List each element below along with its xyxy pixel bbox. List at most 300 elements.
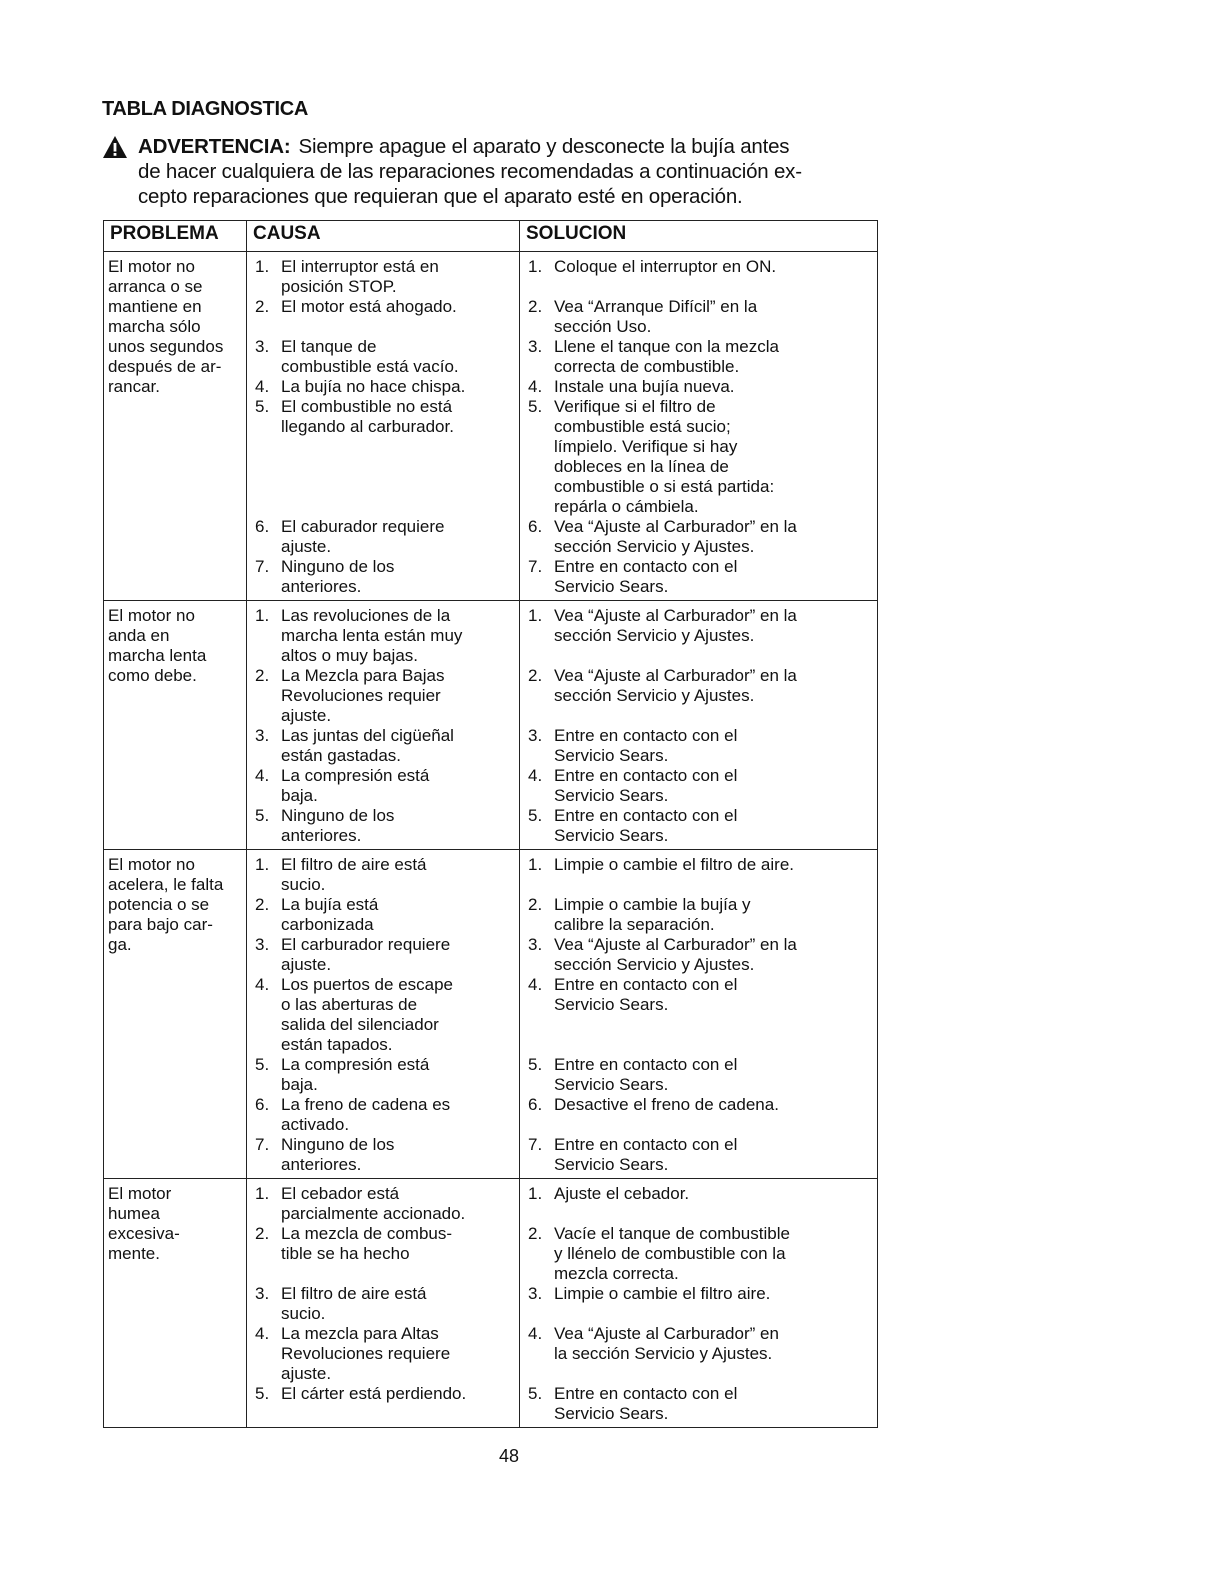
item-number: 2. [528,895,543,914]
item-line: y llénelo de combustible con la [554,1244,786,1263]
item-line: La mezcla para Altas [281,1324,439,1343]
item-line: calibre la separación. [554,915,715,934]
item-number: 4. [528,1324,543,1343]
cause-item [251,935,515,975]
item-line: Ninguno de los [281,557,395,576]
item-line: El tanque de [281,337,377,356]
cause-list [251,606,515,846]
problem-line: excesiva- [108,1224,180,1243]
diagnostic-table [103,220,878,1428]
item-text [281,1055,515,1095]
cause-cell [247,850,520,1179]
item-line: Limpie o cambie el filtro aire. [554,1284,771,1303]
item-line [281,497,515,517]
cause-item [251,377,515,397]
item-line: ajuste. [281,706,332,725]
item-line: Servicio Sears. [554,786,669,805]
item-line: están tapados. [281,1035,393,1054]
solution-cell [520,252,878,601]
solution-item [524,297,873,337]
item-line: baja. [281,1075,318,1094]
item-number: 6. [528,1095,543,1114]
cause-item [251,606,515,666]
item-line: Vea “Ajuste al Carburador” en la [554,666,797,685]
item-number: 4. [255,766,270,785]
item-line [554,1115,873,1135]
item-line: Entre en contacto con el [554,766,738,785]
item-number: 4. [528,377,543,396]
item-line: Ninguno de los [281,806,395,825]
item-line: Servicio Sears. [554,1075,669,1094]
item-number: 4. [255,377,270,396]
item-line: La bujía no hace chispa. [281,377,466,396]
item-line: Vacíe el tanque de combustible [554,1224,790,1243]
item-text [554,517,873,557]
item-line: Ninguno de los [281,1135,395,1154]
item-text [281,377,515,397]
item-number: 5. [528,1384,543,1403]
item-line: El filtro de aire está [281,855,427,874]
page-title: TABLA DIAGNOSTICA [102,98,308,120]
item-line: Entre en contacto con el [554,975,738,994]
item-number: 5. [528,1055,543,1074]
item-line: Vea “Arranque Difícil” en la [554,297,758,316]
solution-item [524,337,873,377]
cause-cell [247,252,520,601]
item-line: Llene el tanque con la mezcla [554,337,779,356]
item-text [281,606,515,666]
item-line: altos o muy bajas. [281,646,419,665]
item-text [281,1324,515,1384]
item-line: Revoluciones requiere [281,1344,451,1363]
item-number: 5. [528,397,543,416]
item-line: La compresión está [281,1055,430,1074]
table-body [104,252,878,1428]
item-text [554,935,873,975]
item-number: 1. [255,257,270,276]
item-line: Coloque el interruptor en ON. [554,257,777,276]
cause-item [251,806,515,846]
solution-item [524,666,873,726]
problem-line: como debe. [108,666,197,685]
item-text [554,726,873,766]
item-line: ajuste. [281,1364,332,1383]
item-line: combustible o si está partida: [554,477,775,496]
problem-line: humea [108,1204,160,1223]
warning-line: de hacer cualquiera de las reparaciones recomendadas a continuación ex- [138,160,802,183]
item-number: 4. [528,766,543,785]
item-line [554,1204,873,1224]
item-line: parcialmente accionado. [281,1204,466,1223]
cause-item [251,1224,515,1284]
item-line: salida del silenciador [281,1015,439,1034]
item-line: Desactive el freno de cadena. [554,1095,779,1114]
item-line: Instale una bujía nueva. [554,377,735,396]
item-number: 3. [255,726,270,745]
warning-line: Siempre apague el aparato y desconecte la bujía antes [298,135,790,158]
table-row [104,850,878,1179]
item-line: Vea “Ajuste al Carburador” en la [554,517,797,536]
item-number: 3. [255,935,270,954]
header-causa: CAUSA [247,221,520,252]
solution-item [524,517,873,557]
cause-item [251,726,515,766]
item-text [281,297,515,337]
warning-line: cepto reparaciones que requieran que el aparato esté en operación. [138,185,743,208]
item-line [554,1015,873,1035]
cause-list [251,1184,515,1424]
item-number: 3. [255,1284,270,1303]
solution-item [524,1284,873,1324]
problem-line: para bajo car- [108,915,213,934]
item-line: Entre en contacto con el [554,1135,738,1154]
item-text [281,855,515,895]
item-line: Servicio Sears. [554,746,669,765]
table-header-row [104,221,878,252]
item-number: 7. [528,557,543,576]
item-line: Ajuste el cebador. [554,1184,690,1203]
item-number: 2. [255,1224,270,1243]
cause-list [251,257,515,597]
solution-item [524,1135,873,1175]
item-text [281,1224,515,1284]
warning-label: ADVERTENCIA: [138,135,291,158]
warning-block [102,134,882,209]
item-line [281,457,515,477]
cause-cell [247,1179,520,1428]
item-text [281,1184,515,1224]
problem-line: El motor [108,1184,172,1203]
item-text [554,337,873,377]
item-line: Limpie o cambie la bujía y [554,895,751,914]
item-line [554,875,873,895]
solution-item [524,377,873,397]
item-number: 2. [255,895,270,914]
item-number: 4. [255,975,270,994]
item-line: sección Servicio y Ajustes. [554,626,755,645]
item-number: 2. [255,297,270,316]
solution-cell [520,850,878,1179]
table-row [104,252,878,601]
problem-line: rancar. [108,377,160,396]
item-line: Servicio Sears. [554,995,669,1014]
item-line: Servicio Sears. [554,1155,669,1174]
cause-item [251,895,515,935]
item-text [554,1135,873,1175]
item-line: sucio. [281,1304,326,1323]
item-line: sección Servicio y Ajustes. [554,537,755,556]
item-text [281,806,515,846]
item-number: 2. [255,666,270,685]
item-text [554,257,873,297]
problem-line: marcha sólo [108,317,201,336]
item-number: 6. [255,517,270,536]
item-number: 1. [528,855,543,874]
item-line: Las revoluciones de la [281,606,451,625]
solution-item [524,1095,873,1135]
item-line: marcha lenta están muy [281,626,463,645]
item-text [281,1135,515,1175]
solution-item [524,895,873,935]
item-text [554,1324,873,1384]
item-line: Entre en contacto con el [554,557,738,576]
item-number: 4. [255,1324,270,1343]
item-text [554,377,873,397]
solution-item [524,257,873,297]
solution-item [524,766,873,806]
item-number: 6. [528,517,543,536]
cause-item [251,257,515,297]
item-number: 5. [255,1055,270,1074]
item-line: posición STOP. [281,277,397,296]
item-text [281,666,515,726]
item-line: La mezcla de combus- [281,1224,453,1243]
item-line: están gastadas. [281,746,402,765]
cause-item [251,1135,515,1175]
item-line: correcta de combustible. [554,357,740,376]
solution-list [524,257,873,597]
item-line: Vea “Ajuste al Carburador” en la [554,935,797,954]
item-line: Vea “Ajuste al Carburador” en la [554,606,797,625]
item-line [281,317,515,337]
item-line: llegando al carburador. [281,417,454,436]
table-row [104,601,878,850]
item-line: activado. [281,1115,350,1134]
problem-cell [104,850,247,1179]
cause-item [251,1184,515,1224]
item-number: 3. [528,1284,543,1303]
item-line [554,1035,873,1055]
item-line: Vea “Ajuste al Carburador” en [554,1324,779,1343]
cause-list [251,855,515,1175]
item-line: Servicio Sears. [554,577,669,596]
item-text [554,1184,873,1224]
item-line: Limpie o cambie el filtro de aire. [554,855,795,874]
item-text [281,337,515,377]
item-text [281,517,515,557]
item-text [554,766,873,806]
item-number: 2. [528,1224,543,1243]
item-line: dobleces en la línea de [554,457,729,476]
item-number: 1. [528,1184,543,1203]
header-solucion: SOLUCION [520,221,878,252]
item-text [281,726,515,766]
solution-list [524,606,873,846]
item-line: La bujía está [281,895,379,914]
cause-item [251,1284,515,1324]
problem-line: mantiene en [108,297,202,316]
problem-line: anda en [108,626,170,645]
item-line: mezcla correcta. [554,1264,679,1283]
item-text [281,1284,515,1324]
item-line: ajuste. [281,537,332,556]
item-number: 1. [528,257,543,276]
item-line: combustible está vacío. [281,357,459,376]
item-number: 6. [255,1095,270,1114]
item-number: 7. [255,1135,270,1154]
table-row [104,1179,878,1428]
cause-item [251,666,515,726]
item-text [554,855,873,895]
item-text [281,1384,515,1424]
item-text [281,935,515,975]
problem-line: acelera, le falta [108,875,224,894]
item-number: 5. [528,806,543,825]
item-line: combustible está sucio; [554,417,731,436]
item-text [281,895,515,935]
item-text [281,766,515,806]
problem-cell [104,1179,247,1428]
solution-item [524,397,873,517]
problem-cell [104,601,247,850]
item-text [554,1224,873,1284]
problem-cell [104,252,247,601]
item-line [554,277,873,297]
cause-item [251,1055,515,1095]
item-number: 3. [528,337,543,356]
solution-item [524,557,873,597]
item-line: El combustible no está [281,397,453,416]
item-line: La compresión está [281,766,430,785]
item-line [281,1404,515,1424]
item-line: El interruptor está en [281,257,439,276]
solution-item [524,1384,873,1424]
solution-item [524,806,873,846]
item-line: Entre en contacto con el [554,806,738,825]
item-number: 7. [528,1135,543,1154]
item-line: ajuste. [281,955,332,974]
item-line: El filtro de aire está [281,1284,427,1303]
item-text [554,397,873,517]
problem-line: mente. [108,1244,160,1263]
item-number: 4. [528,975,543,994]
item-number: 1. [255,606,270,625]
solution-item [524,1224,873,1284]
item-line: El motor está ahogado. [281,297,457,316]
item-number: 1. [528,606,543,625]
problem-line: El motor no [108,855,195,874]
item-number: 3. [528,935,543,954]
problem-line: unos segundos [108,337,224,356]
solution-item [524,975,873,1055]
item-number: 5. [255,1384,270,1403]
problem-line: potencia o se [108,895,210,914]
item-line: anteriores. [281,826,362,845]
problem-line: El motor no [108,606,195,625]
item-line: El cárter está perdiendo. [281,1384,467,1403]
problem-line: El motor no [108,257,195,276]
item-text [281,397,515,517]
item-number: 5. [255,806,270,825]
item-line: sección Servicio y Ajustes. [554,955,755,974]
problem-line: ga. [108,935,132,954]
cause-item [251,1384,515,1424]
item-line [554,1304,873,1324]
cause-item [251,766,515,806]
problem-line: arranca o se [108,277,203,296]
item-line: Revoluciones requier [281,686,441,705]
item-line: baja. [281,786,318,805]
solution-item [524,726,873,766]
solution-list [524,855,873,1175]
item-line: Los puertos de escape [281,975,454,994]
item-number: 5. [255,397,270,416]
item-text [554,297,873,337]
item-number: 3. [528,726,543,745]
solution-item [524,1184,873,1224]
item-line [554,1364,873,1384]
item-line: tible se ha hecho [281,1244,410,1263]
item-line: anteriores. [281,1155,362,1174]
header-problema: PROBLEMA [104,221,247,252]
solution-cell [520,1179,878,1428]
item-line: El carburador requiere [281,935,451,954]
item-text [554,806,873,846]
cause-item [251,975,515,1055]
item-number: 1. [255,1184,270,1203]
item-line: Servicio Sears. [554,826,669,845]
item-text [281,557,515,597]
cause-item [251,557,515,597]
item-line: La freno de cadena es [281,1095,451,1114]
item-line: sección Servicio y Ajustes. [554,686,755,705]
solution-item [524,1324,873,1384]
solution-item [524,1055,873,1095]
item-text [554,975,873,1055]
item-line: carbonizada [281,915,374,934]
cause-cell [247,601,520,850]
problem-line: marcha lenta [108,646,207,665]
problem-line: después de ar- [108,357,222,376]
page-number: 48 [498,1446,520,1466]
cause-item [251,337,515,377]
solution-item [524,935,873,975]
item-text [281,975,515,1055]
item-text [554,606,873,666]
item-line: sección Uso. [554,317,652,336]
cause-item [251,397,515,517]
item-line: La Mezcla para Bajas [281,666,445,685]
item-line [281,1264,515,1284]
cause-item [251,297,515,337]
solution-item [524,606,873,666]
cause-item [251,1324,515,1384]
item-line: sucio. [281,875,326,894]
item-number: 2. [528,666,543,685]
item-text [554,1095,873,1135]
item-line: Entre en contacto con el [554,1055,738,1074]
item-text [554,1055,873,1095]
item-text [281,257,515,297]
item-line: repárla o cámbiela. [554,497,699,516]
item-line: Entre en contacto con el [554,726,738,745]
item-line: límpielo. Verifique si hay [554,437,738,456]
item-number: 3. [255,337,270,356]
item-text [554,895,873,935]
item-number: 7. [255,557,270,576]
item-line: anteriores. [281,577,362,596]
cause-item [251,1095,515,1135]
item-line: Las juntas del cigüeñal [281,726,454,745]
item-text [554,557,873,597]
item-line: Verifique si el filtro de [554,397,716,416]
item-line: El cebador está [281,1184,400,1203]
item-text [554,1284,873,1324]
item-text [281,1095,515,1135]
solution-item [524,855,873,895]
warning-triangle-icon [102,135,128,159]
item-line: Entre en contacto con el [554,1384,738,1403]
